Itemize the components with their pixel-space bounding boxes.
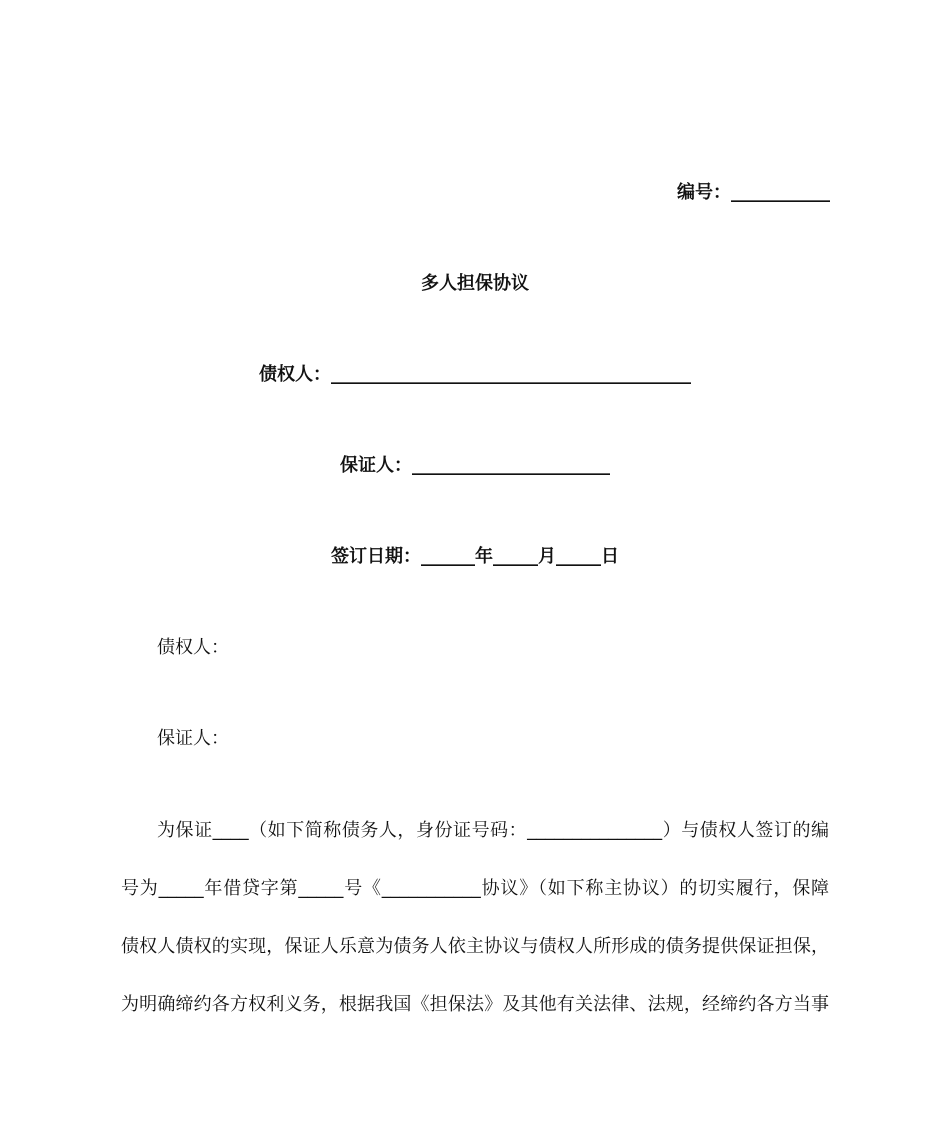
serial-number: 编号：___________ xyxy=(677,182,830,203)
body-line: 号为_____年借贷字第_____号《___________协议》（如下称主协议）的切实履行，保障 xyxy=(121,878,829,899)
body-line: 为保证____（如下简称债务人，身份证号码：_______________）与债权人签订的编 xyxy=(157,820,829,841)
body-paragraph xyxy=(121,816,829,1048)
header-guarantor-field: 保证人：______________________ xyxy=(340,455,610,476)
guarantor-label: 保证人： xyxy=(157,728,229,749)
creditor-label: 债权人： xyxy=(157,637,229,658)
header-creditor-field: 债权人：________________________________________ xyxy=(259,364,691,385)
document-title: 多人担保协议 xyxy=(421,273,529,294)
body-line: 债权人债权的实现，保证人乐意为债务人依主协议与债权人所形成的债务提供保证担保， xyxy=(121,936,829,957)
body-line: 为明确缔约各方权利义务，根据我国《担保法》及其他有关法律、法规，经缔约各方当事 xyxy=(121,994,829,1015)
header-signing-date-field: 签订日期：______年_____月_____日 xyxy=(331,546,619,567)
